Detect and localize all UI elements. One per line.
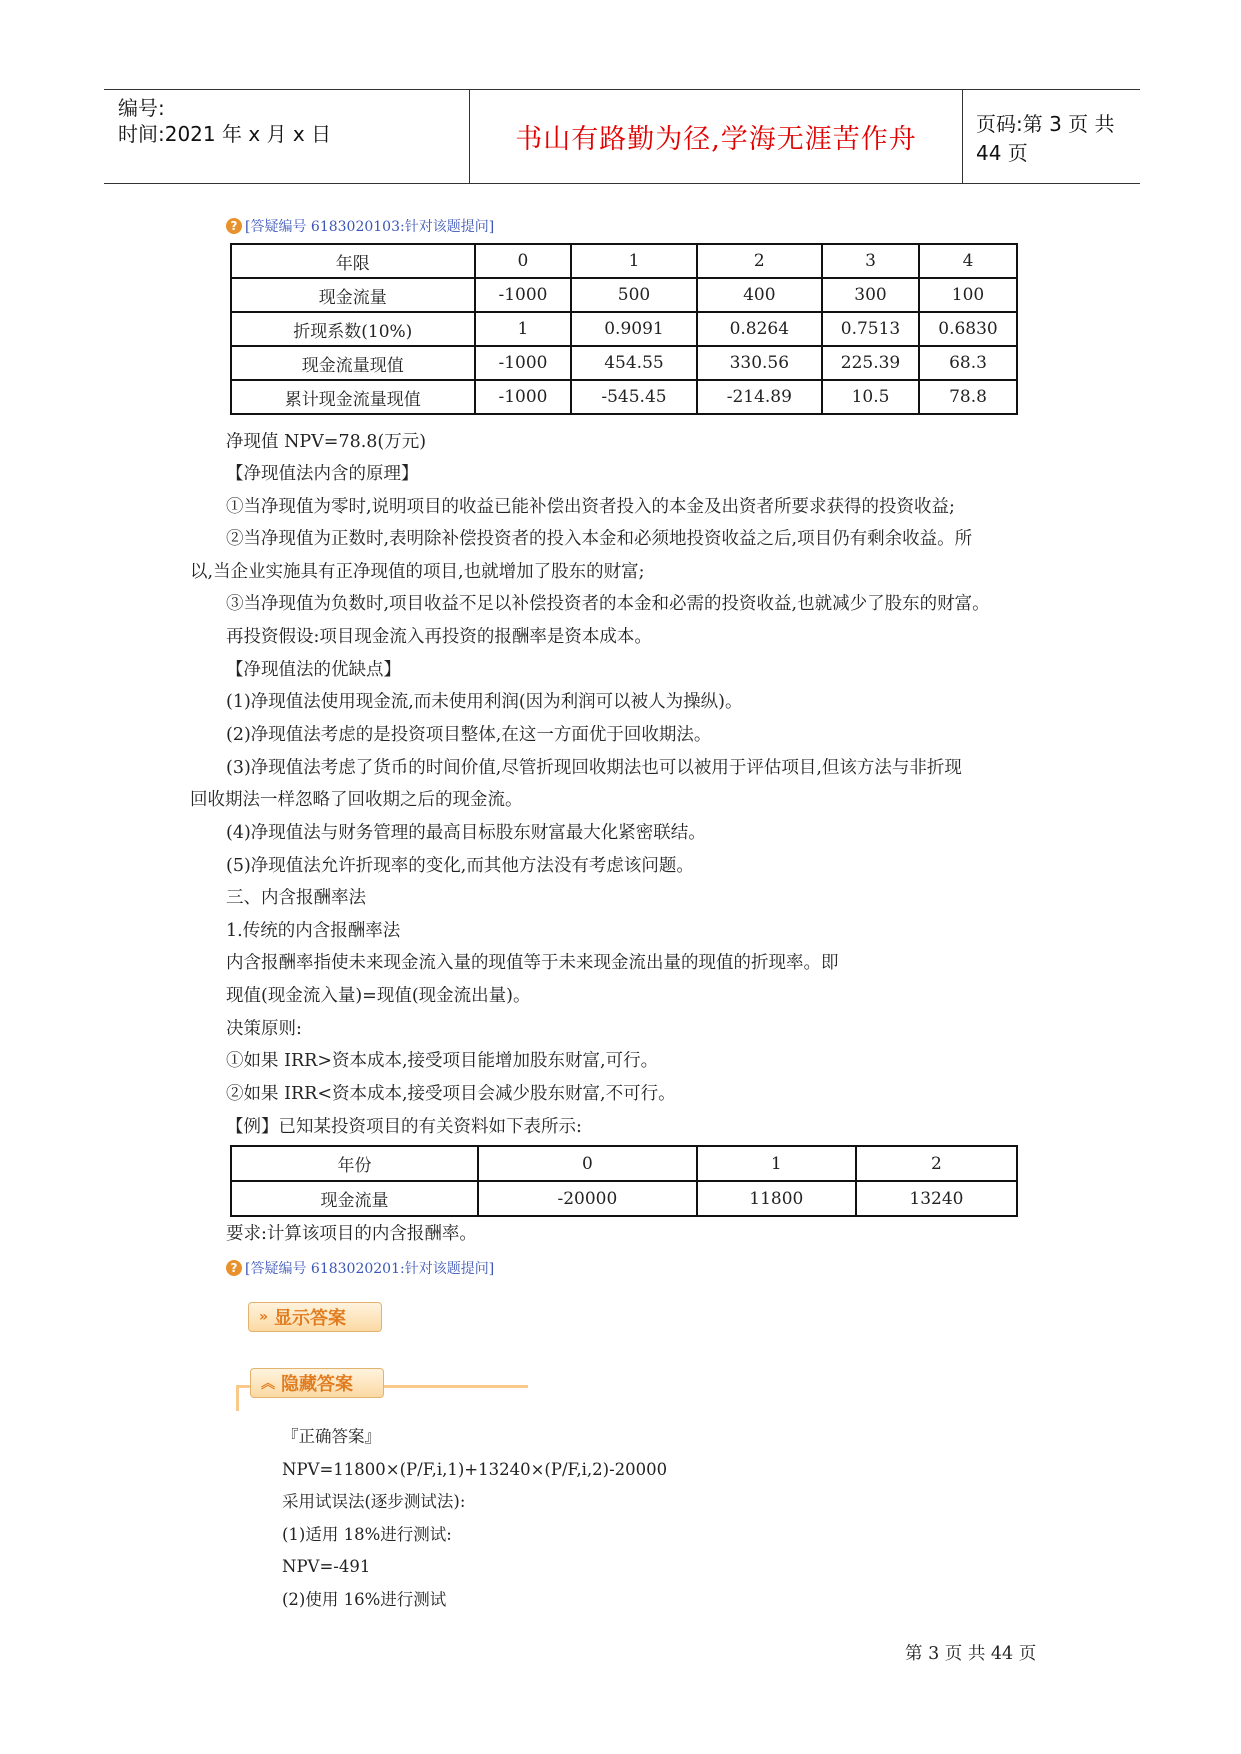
table-cell: -1000 xyxy=(475,278,572,312)
double-chevron-up-icon: ︽ xyxy=(261,1376,275,1392)
text-line: 现值(现金流入量)=现值(现金流出量)。 xyxy=(226,986,531,1006)
table-cell: 现金流量 xyxy=(231,1181,478,1216)
table-cell: 225.39 xyxy=(822,346,919,380)
table-cell: 454.55 xyxy=(571,346,696,380)
text-line: ①当净现值为零时,说明项目的收益已能补偿出资者投入的本金及出资者所要求获得的投资收益; xyxy=(226,497,955,517)
table-cell: -214.89 xyxy=(697,380,822,414)
text-line: 决策原则: xyxy=(226,1019,302,1039)
text-line: 【净现值法内含的原理】 xyxy=(226,464,419,484)
text-line: 内含报酬率指使未来现金流入量的现值等于未来现金流出量的现值的折现率。即 xyxy=(226,953,839,973)
table-row xyxy=(231,380,1017,414)
text-line: 【净现值法的优缺点】 xyxy=(226,660,401,680)
question-link-2[interactable] xyxy=(226,1258,494,1278)
table-cell: 1 xyxy=(571,244,696,278)
answer-line: 『正确答案』 xyxy=(282,1427,381,1446)
table-cell: 500 xyxy=(571,278,696,312)
hide-answer-label: 隐藏答案 xyxy=(281,1374,353,1395)
header-left xyxy=(118,90,467,183)
text-line: (1)净现值法使用现金流,而未使用利润(因为利润可以被人为操纵)。 xyxy=(226,692,743,712)
table-cell: 2 xyxy=(856,1146,1017,1181)
table-cell: 年份 xyxy=(231,1146,478,1181)
table-cell: -20000 xyxy=(478,1181,697,1216)
table-row xyxy=(231,1146,1017,1181)
table-cell: 330.56 xyxy=(697,346,822,380)
show-answer-label: 显示答案 xyxy=(274,1308,347,1329)
table-cell: 13240 xyxy=(856,1181,1017,1216)
text-line: 三、内含报酬率法 xyxy=(226,888,366,908)
table-cell: 0.6830 xyxy=(919,312,1017,346)
text-line: 回收期法一样忽略了回收期之后的现金流。 xyxy=(190,790,523,810)
table-cell: 折现系数(10%) xyxy=(231,312,475,346)
header-right xyxy=(976,90,1140,183)
header-center xyxy=(469,90,963,183)
question-icon: ? xyxy=(226,218,242,234)
question-icon: ? xyxy=(226,1260,242,1276)
table-cell: 2 xyxy=(697,244,822,278)
table-cell: 现金流量 xyxy=(231,278,475,312)
table-cell: 300 xyxy=(822,278,919,312)
motto: 书山有路勤为径,学海无涯苦作舟 xyxy=(515,124,917,155)
page-label: 页码:第 3 页 共 44 页 xyxy=(976,111,1115,165)
table-cell: 1 xyxy=(475,312,572,346)
table-cell: 11800 xyxy=(697,1181,856,1216)
table-cell: 78.8 xyxy=(919,380,1017,414)
table-row xyxy=(231,244,1017,278)
table-cell: 3 xyxy=(822,244,919,278)
table-cell: 累计现金流量现值 xyxy=(231,380,475,414)
question-link-text: [答疑编号 6183020103:针对该题提问] xyxy=(245,219,495,235)
table-row xyxy=(231,278,1017,312)
text-line: (5)净现值法允许折现率的变化,而其他方法没有考虑该问题。 xyxy=(226,856,694,876)
text-line: (2)净现值法考虑的是投资项目整体,在这一方面优于回收期法。 xyxy=(226,725,712,745)
table-cell: 10.5 xyxy=(822,380,919,414)
number-label: 编号: xyxy=(118,96,165,120)
table-cell: 0.9091 xyxy=(571,312,696,346)
text-line: 净现值 NPV=78.8(万元) xyxy=(226,432,427,452)
cashflow-table xyxy=(230,243,1018,415)
answer-line: (2)使用 16%进行测试 xyxy=(282,1590,447,1609)
table-cell: -1000 xyxy=(475,380,572,414)
time-label: 时间:2021 年 x 月 x 日 xyxy=(118,122,332,146)
answer-line: NPV=-491 xyxy=(282,1557,371,1576)
text-line: 再投资假设:项目现金流入再投资的报酬率是资本成本。 xyxy=(226,627,652,647)
table-row xyxy=(231,1181,1017,1216)
text-line: ②如果 IRR<资本成本,接受项目会减少股东财富,不可行。 xyxy=(226,1084,676,1104)
answer-line: 采用试误法(逐步测试法): xyxy=(282,1492,466,1511)
table-cell: -545.45 xyxy=(571,380,696,414)
table-cell: 400 xyxy=(697,278,822,312)
table-row xyxy=(231,346,1017,380)
text-line: ①如果 IRR>资本成本,接受项目能增加股东财富,可行。 xyxy=(226,1051,659,1071)
answer-divider-vertical xyxy=(236,1385,239,1411)
answer-line: NPV=11800×(P/F,i,1)+13240×(P/F,i,2)-20000 xyxy=(282,1460,668,1479)
table-cell: 0 xyxy=(475,244,572,278)
text-line: 1.传统的内含报酬率法 xyxy=(226,921,401,941)
question-link-text: [答疑编号 6183020201:针对该题提问] xyxy=(245,1261,495,1277)
text-line: ③当净现值为负数时,项目收益不足以补偿投资者的本金和必需的投资收益,也就减少了股东的财富。 xyxy=(226,594,990,614)
table-cell: -1000 xyxy=(475,346,572,380)
table-cell: 68.3 xyxy=(919,346,1017,380)
page-header xyxy=(104,89,1140,184)
example-table xyxy=(230,1145,1018,1217)
table-cell: 4 xyxy=(919,244,1017,278)
table-cell: 现金流量现值 xyxy=(231,346,475,380)
table-cell: 0.8264 xyxy=(697,312,822,346)
hide-answer-button[interactable] xyxy=(250,1368,384,1398)
double-chevron-right-icon: » xyxy=(259,1309,269,1325)
text-line: 以,当企业实施具有正净现值的项目,也就增加了股东的财富; xyxy=(190,562,645,582)
show-answer-button[interactable] xyxy=(248,1302,382,1332)
requirement-text: 要求:计算该项目的内含报酬率。 xyxy=(226,1224,477,1244)
table-cell: 1 xyxy=(697,1146,856,1181)
table-cell: 100 xyxy=(919,278,1017,312)
table-row xyxy=(231,312,1017,346)
text-line: ②当净现值为正数时,表明除补偿投资者的投入本金和必须地投资收益之后,项目仍有剩余收益。所 xyxy=(226,529,973,549)
table-cell: 年限 xyxy=(231,244,475,278)
answer-line: (1)适用 18%进行测试: xyxy=(282,1525,452,1544)
text-line: (4)净现值法与财务管理的最高目标股东财富最大化紧密联结。 xyxy=(226,823,706,843)
question-link-1[interactable] xyxy=(226,216,494,236)
text-line: 【例】已知某投资项目的有关资料如下表所示: xyxy=(226,1117,582,1137)
page-footer: 第 3 页 共 44 页 xyxy=(905,1644,1037,1664)
table-cell: 0 xyxy=(478,1146,697,1181)
table-cell: 0.7513 xyxy=(822,312,919,346)
text-line: (3)净现值法考虑了货币的时间价值,尽管折现回收期法也可以被用于评估项目,但该方法与非折现 xyxy=(226,758,962,778)
